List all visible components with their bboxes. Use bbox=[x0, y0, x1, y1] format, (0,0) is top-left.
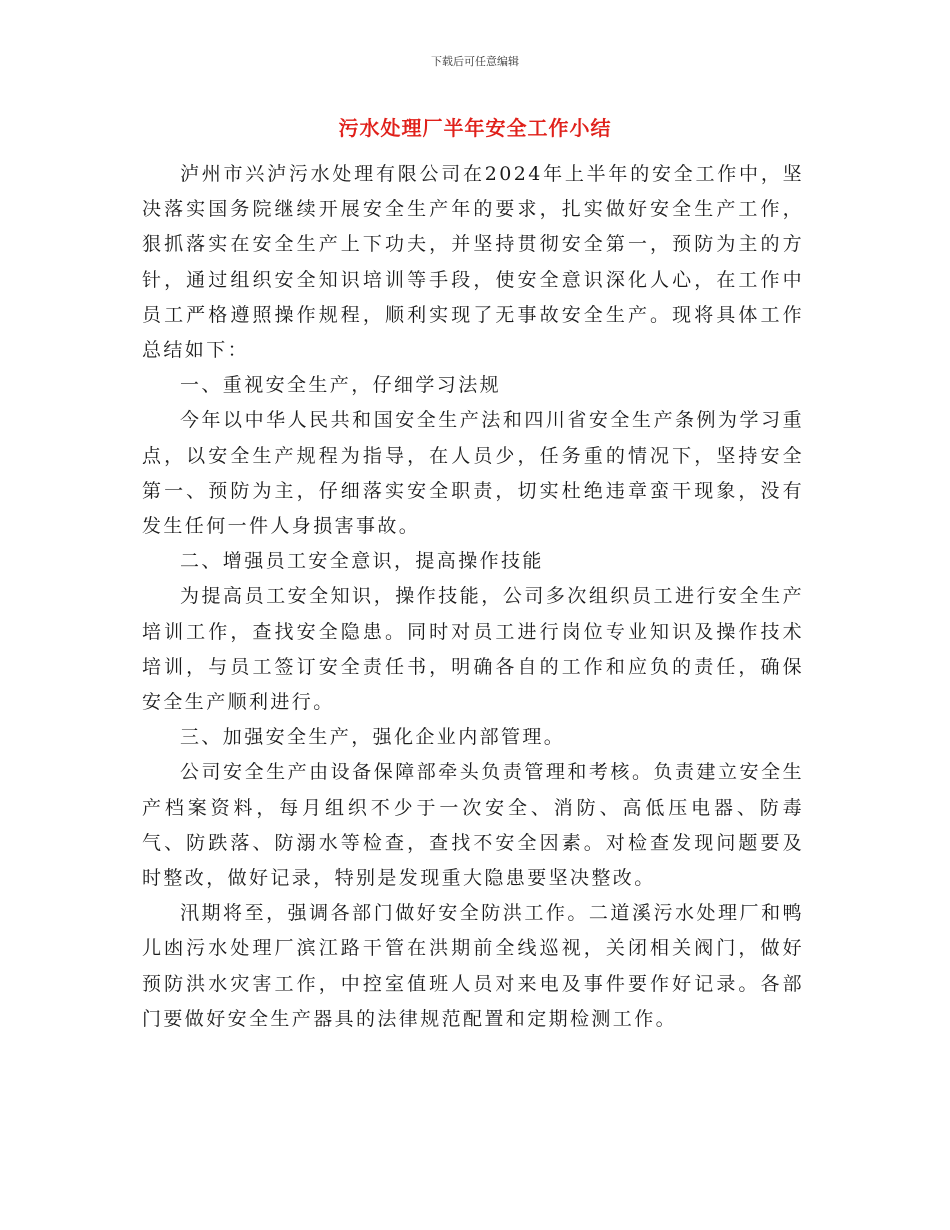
section-heading-3: 三、加强安全生产，强化企业内部管理。 bbox=[180, 726, 566, 749]
section-paragraph-3: 公司安全生产由设备保障部牵头负责管理和考核。负责建立安全生产档案资料，每月组织不少于一次安全、消防、高低压电器、防毒气、防跌落、防溺水等检查，查找不安全因素。对检查发现问题要及时整改，做好记录，特别是发现重大隐患要坚决整改。 bbox=[142, 761, 804, 890]
section-paragraph-1: 今年以中华人民共和国安全生产法和四川省安全生产条例为学习重点，以安全生产规程为指导，在人员少，任务重的情况下，坚持安全第一、预防为主，仔细落实安全职责，切实杜绝违章蛮干现象，没有发生任何一件人身损害事故。 bbox=[142, 409, 804, 538]
intro-paragraph: 泸州市兴泸污水处理有限公司在2024年上半年的安全工作中，坚决落实国务院继续开展安全生产年的要求，扎实做好安全生产工作，狠抓落实在安全生产上下功夫，并坚持贯彻安全第一，预防为主的方针，通过组织安全知识培训等手段，使安全意识深化人心，在工作中员工严格遵照操作规程，顺利实现了无事故安全生产。现将具体工作总结如下： bbox=[142, 163, 804, 362]
section-heading-1: 一、重视安全生产，仔细学习法规 bbox=[180, 374, 502, 397]
document-title: 污水处理厂半年安全工作小结 bbox=[338, 116, 612, 140]
document-body bbox=[142, 157, 804, 1037]
section-paragraph-4: 汛期将至，强调各部门做好安全防洪工作。二道溪污水处理厂和鸭儿凼污水处理厂滨江路干管在洪期前全线巡视，关闭相关阀门，做好预防洪水灾害工作，中控室值班人员对来电及事件要作好记录。各部门要做好安全生产器具的法律规范配置和定期检测工作。 bbox=[142, 902, 804, 1030]
section-paragraph-2: 为提高员工安全知识，操作技能，公司多次组织员工进行安全生产培训工作，查找安全隐患。同时对员工进行岗位专业知识及操作技术培训，与员工签订安全责任书，明确各自的工作和应负的责任，确保安全生产顺利进行。 bbox=[142, 585, 804, 714]
header-note: 下载后可任意编辑 bbox=[431, 55, 519, 68]
section-heading-2: 二、增强员工安全意识，提高操作技能 bbox=[180, 550, 544, 573]
